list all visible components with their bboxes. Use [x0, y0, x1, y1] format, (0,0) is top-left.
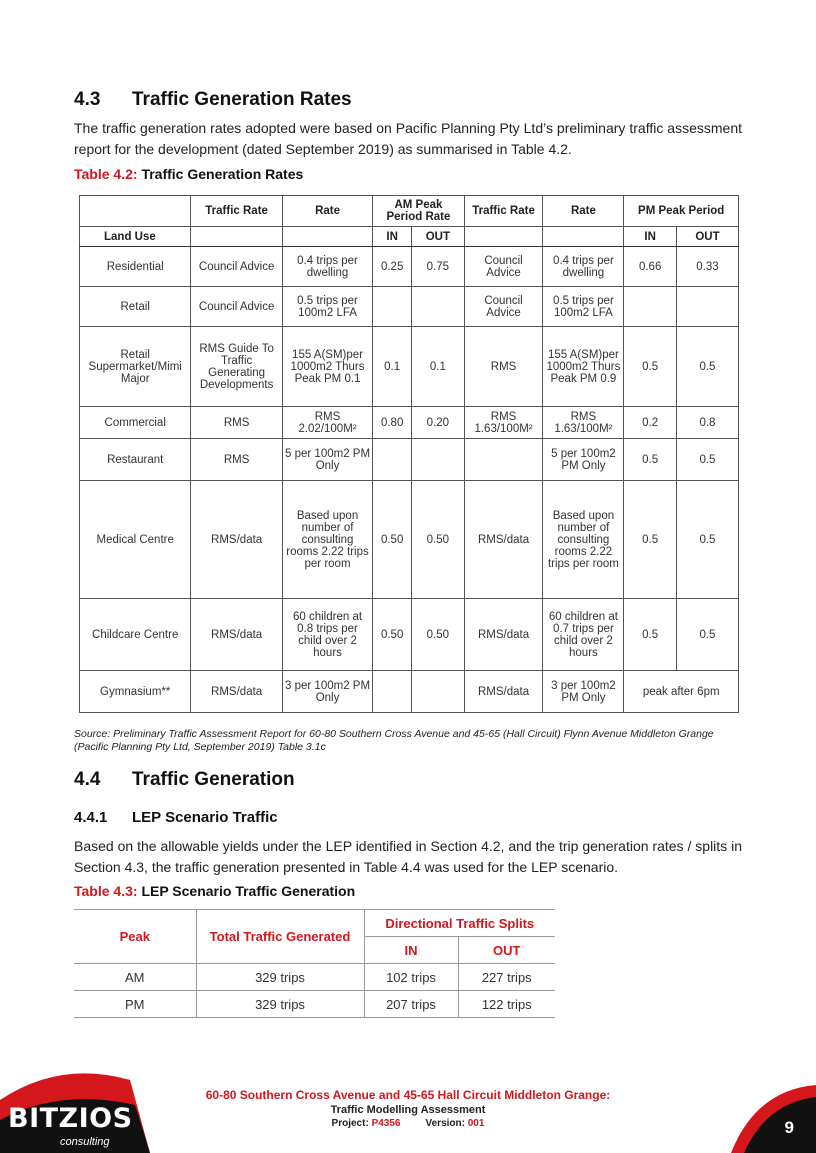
header-peak: Peak [74, 910, 196, 964]
header-out: OUT [458, 937, 555, 964]
section-4-4-1-paragraph: Based on the allowable yields under the LEP identified in Section 4.2, and the trip generation rates / splits in Section 4.3, the traffic generation presented in Table 4.4 was used for the LEP scenario. [74, 838, 742, 875]
table-row: Commercial RMS RMS 2.02/100M² 0.80 0.20 RMS 1.63/100M² RMS 1.63/100M² 0.2 0.8 [80, 407, 739, 439]
section-4-4-heading: 4.4 Traffic Generation [74, 769, 295, 790]
table-row: Residential Council Advice 0.4 trips per dwelling 0.25 0.75 Council Advice 0.4 trips per dwelling 0.66 0.33 [80, 247, 739, 287]
header-rate-pm: Rate [543, 196, 624, 227]
footer-project-version: Project: P4356 Version: 001 [331, 1118, 485, 1129]
header-in: IN [364, 937, 458, 964]
lep-scenario-table [74, 909, 555, 1018]
table-row: PM 329 trips 207 trips 122 trips [74, 991, 555, 1018]
table-source-note: Source: Preliminary Traffic Assessment Report for 60-80 Southern Cross Avenue and 45-65 (Hall Circuit) Flynn Avenue Middleton Grange (Pacific Planning Pty Ltd, September 2019) Table 3.1c [74, 728, 714, 753]
table-row: Childcare Centre RMS/data 60 children at 0.8 trips per child over 2 hours 0.50 0.50 RMS/data 60 children at 0.7 trips per child over 2 hours 0.5 0.5 [80, 599, 739, 671]
header-traffic-rate-pm: Traffic Rate [464, 196, 543, 227]
company-logo-sub: consulting [60, 1136, 110, 1148]
header-directional: Directional Traffic Splits [364, 910, 555, 937]
traffic-generation-rates-table [79, 195, 739, 713]
header-pm-out: OUT [676, 227, 738, 247]
table-4-3-caption: Table 4.3: LEP Scenario Traffic Generation [74, 883, 356, 899]
header-am-in: IN [373, 227, 412, 247]
header-pm-peak: PM Peak Period [624, 196, 739, 227]
header-am-out: OUT [412, 227, 465, 247]
table-4-2-caption: Table 4.2: Traffic Generation Rates [74, 166, 304, 182]
page-corner-graphic [726, 1085, 816, 1153]
company-logo: BITZIOS [8, 1103, 133, 1134]
table-row: Restaurant RMS 5 per 100m2 PM Only 5 per 100m2 PM Only 0.5 0.5 [80, 439, 739, 481]
page-number: 9 [784, 1118, 794, 1137]
table-row: Retail Council Advice 0.5 trips per 100m2 LFA Council Advice 0.5 trips per 100m2 LFA [80, 287, 739, 327]
footer-project-title: 60-80 Southern Cross Avenue and 45-65 Hall Circuit Middleton Grange: [205, 1088, 611, 1102]
header-total: Total Traffic Generated [196, 910, 364, 964]
section-4-3-paragraph: The traffic generation rates adopted were based on Pacific Planning Pty Ltd’s preliminary traffic assessment report for the development (dated September 2019) as summarised in Table 4.2. [74, 120, 742, 157]
header-rate: Rate [282, 196, 372, 227]
footer-report-title: Traffic Modelling Assessment [330, 1104, 486, 1116]
table-row: Retail Supermarket/Mimi Major RMS Guide To Traffic Generating Developments 155 A(SM)per 1000m2 Thurs Peak PM 0.1 0.1 0.1 RMS 155 A(SM)per 1000m2 Thurs Peak PM 0.9 0.5 0.5 [80, 327, 739, 407]
table-row: AM 329 trips 102 trips 227 trips [74, 964, 555, 991]
header-empty [80, 196, 191, 227]
header-pm-in: IN [624, 227, 677, 247]
table-row: Gymnasium** RMS/data 3 per 100m2 PM Only RMS/data 3 per 100m2 PM Only peak after 6pm [80, 671, 739, 713]
header-am-peak: AM Peak Period Rate [373, 196, 464, 227]
table-row: Medical Centre RMS/data Based upon number of consulting rooms 2.22 trips per room 0.50 0.50 RMS/data Based upon number of consulting rooms 2.22 trips per room 0.5 0.5 [80, 481, 739, 599]
section-4-3-heading: 4.3 Traffic Generation Rates [74, 89, 352, 110]
section-4-4-1-heading: 4.4.1 LEP Scenario Traffic [74, 809, 278, 826]
header-traffic-rate: Traffic Rate [191, 196, 282, 227]
header-land-use: Land Use [80, 227, 191, 247]
